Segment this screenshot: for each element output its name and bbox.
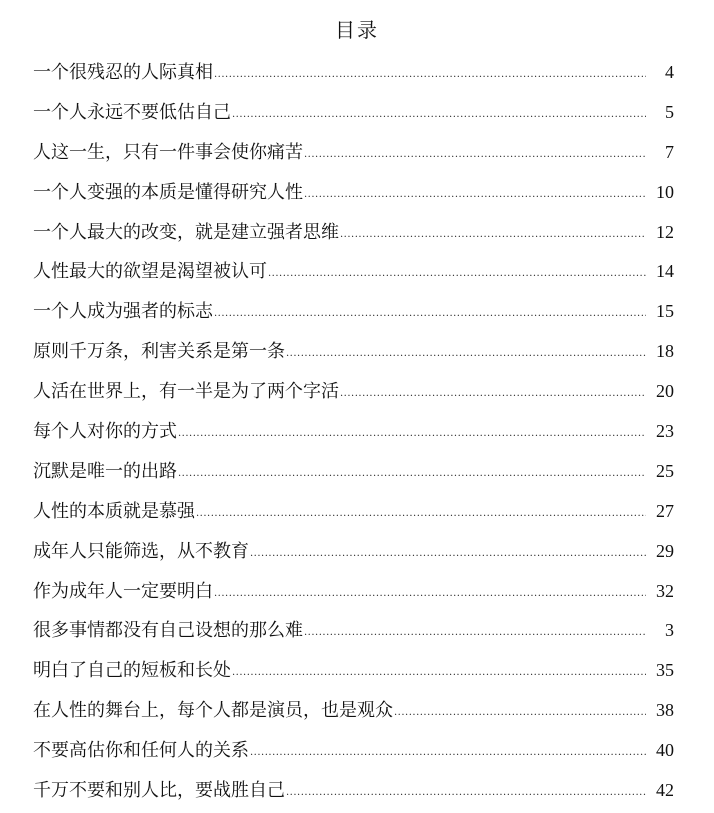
- dot-leader: [250, 733, 646, 773]
- toc-entry-page-number: 14: [656, 261, 674, 282]
- toc-entry[interactable]: [33, 492, 674, 532]
- dot-leader: [286, 334, 646, 374]
- toc-entry-page-number: 12: [656, 221, 674, 242]
- toc-entry[interactable]: [33, 53, 674, 93]
- toc-entry-page-number: 4: [665, 62, 674, 82]
- toc-entry-page-number: 38: [656, 700, 674, 721]
- dot-leader: [268, 254, 646, 294]
- dot-leader: [250, 534, 646, 574]
- toc-entry-title: 一个人最大的改变，就是建立强者思维: [33, 221, 339, 243]
- dot-leader: [304, 613, 646, 653]
- toc-entry[interactable]: [33, 292, 674, 332]
- toc-entry-title: 明白了自己的短板和长处: [33, 660, 231, 682]
- toc-entry[interactable]: [33, 691, 674, 731]
- toc-entry-page-number: 29: [656, 540, 674, 561]
- dot-leader: [286, 773, 646, 813]
- dot-leader: [340, 374, 646, 414]
- toc-entry-page-number: 7: [665, 141, 674, 162]
- toc-entry[interactable]: [33, 93, 674, 133]
- dot-leader: [214, 574, 646, 614]
- toc-entry-title: 在人性的舞台上，每个人都是演员，也是观众: [33, 700, 393, 722]
- toc-entry-title: 很多事情都没有自己设想的那么难: [33, 620, 303, 642]
- toc-entry-title: 不要高估你和任何人的关系: [33, 740, 249, 762]
- toc-entry[interactable]: [33, 252, 674, 292]
- dot-leader: [178, 454, 646, 494]
- dot-leader: [196, 494, 646, 534]
- toc-entry-title: 每个人对你的方式: [33, 421, 177, 443]
- toc-entry-title: 一个人成为强者的标志: [33, 301, 213, 323]
- toc-entry-page-number: 15: [656, 301, 674, 322]
- dot-leader: [214, 294, 646, 334]
- toc-entry-title: 一个人永远不要低估自己: [33, 101, 231, 123]
- toc-entry-title: 一个很残忍的人际真相: [33, 62, 213, 83]
- toc-entry[interactable]: [33, 611, 674, 651]
- toc-entry[interactable]: [33, 133, 674, 173]
- dot-leader: [214, 55, 646, 95]
- toc-entry-title: 一个人变强的本质是懂得研究人性: [33, 181, 303, 203]
- toc-entry[interactable]: [33, 452, 674, 492]
- toc-entry[interactable]: [33, 372, 674, 412]
- toc-list: [33, 53, 674, 811]
- toc-entry[interactable]: [33, 532, 674, 572]
- toc-entry-page-number: 32: [656, 580, 674, 601]
- dot-leader: [304, 175, 646, 215]
- toc-entry-page-number: 23: [656, 421, 674, 442]
- toc-entry-title: 人性的本质就是慕强: [33, 500, 195, 522]
- toc-title: 目录: [335, 18, 379, 42]
- toc-entry[interactable]: [33, 771, 674, 811]
- toc-entry-page-number: 10: [656, 181, 674, 202]
- toc-entry-page-number: 18: [656, 341, 674, 362]
- toc-entry-title: 人性最大的欲望是渴望被认可: [33, 261, 267, 283]
- toc-entry-title: 人活在世界上，有一半是为了两个字活: [33, 381, 339, 403]
- toc-entry-page-number: 35: [656, 660, 674, 681]
- toc-entry[interactable]: [33, 412, 674, 452]
- dot-leader: [232, 95, 646, 135]
- toc-entry-title: 沉默是唯一的出路: [33, 460, 177, 482]
- toc-entry[interactable]: [33, 173, 674, 213]
- toc-entry-title: 千万不要和别人比，要战胜自己: [33, 780, 285, 802]
- toc-entry-page-number: 5: [665, 101, 674, 122]
- dot-leader: [178, 414, 646, 454]
- toc-entry[interactable]: [33, 213, 674, 253]
- toc-entry-title: 人这一生，只有一件事会使你痛苦: [33, 141, 303, 163]
- toc-entry-page-number: 25: [656, 460, 674, 481]
- toc-entry[interactable]: [33, 731, 674, 771]
- toc-entry[interactable]: [33, 572, 674, 612]
- toc-entry-page-number: 20: [656, 381, 674, 402]
- toc-entry-title: 原则千万条，利害关系是第一条: [33, 341, 285, 363]
- toc-entry-title: 成年人只能筛选，从不教育: [33, 540, 249, 562]
- dot-leader: [394, 693, 646, 733]
- toc-entry-page-number: 42: [656, 780, 674, 801]
- toc-entry-page-number: 27: [656, 500, 674, 521]
- toc-entry[interactable]: [33, 332, 674, 372]
- toc-entry-page-number: 40: [656, 740, 674, 761]
- toc-entry-page-number: 3: [665, 620, 674, 641]
- dot-leader: [340, 215, 646, 255]
- toc-entry[interactable]: [33, 651, 674, 691]
- toc-entry-title: 作为成年人一定要明白: [33, 580, 213, 602]
- dot-leader: [232, 653, 646, 693]
- dot-leader: [304, 135, 646, 175]
